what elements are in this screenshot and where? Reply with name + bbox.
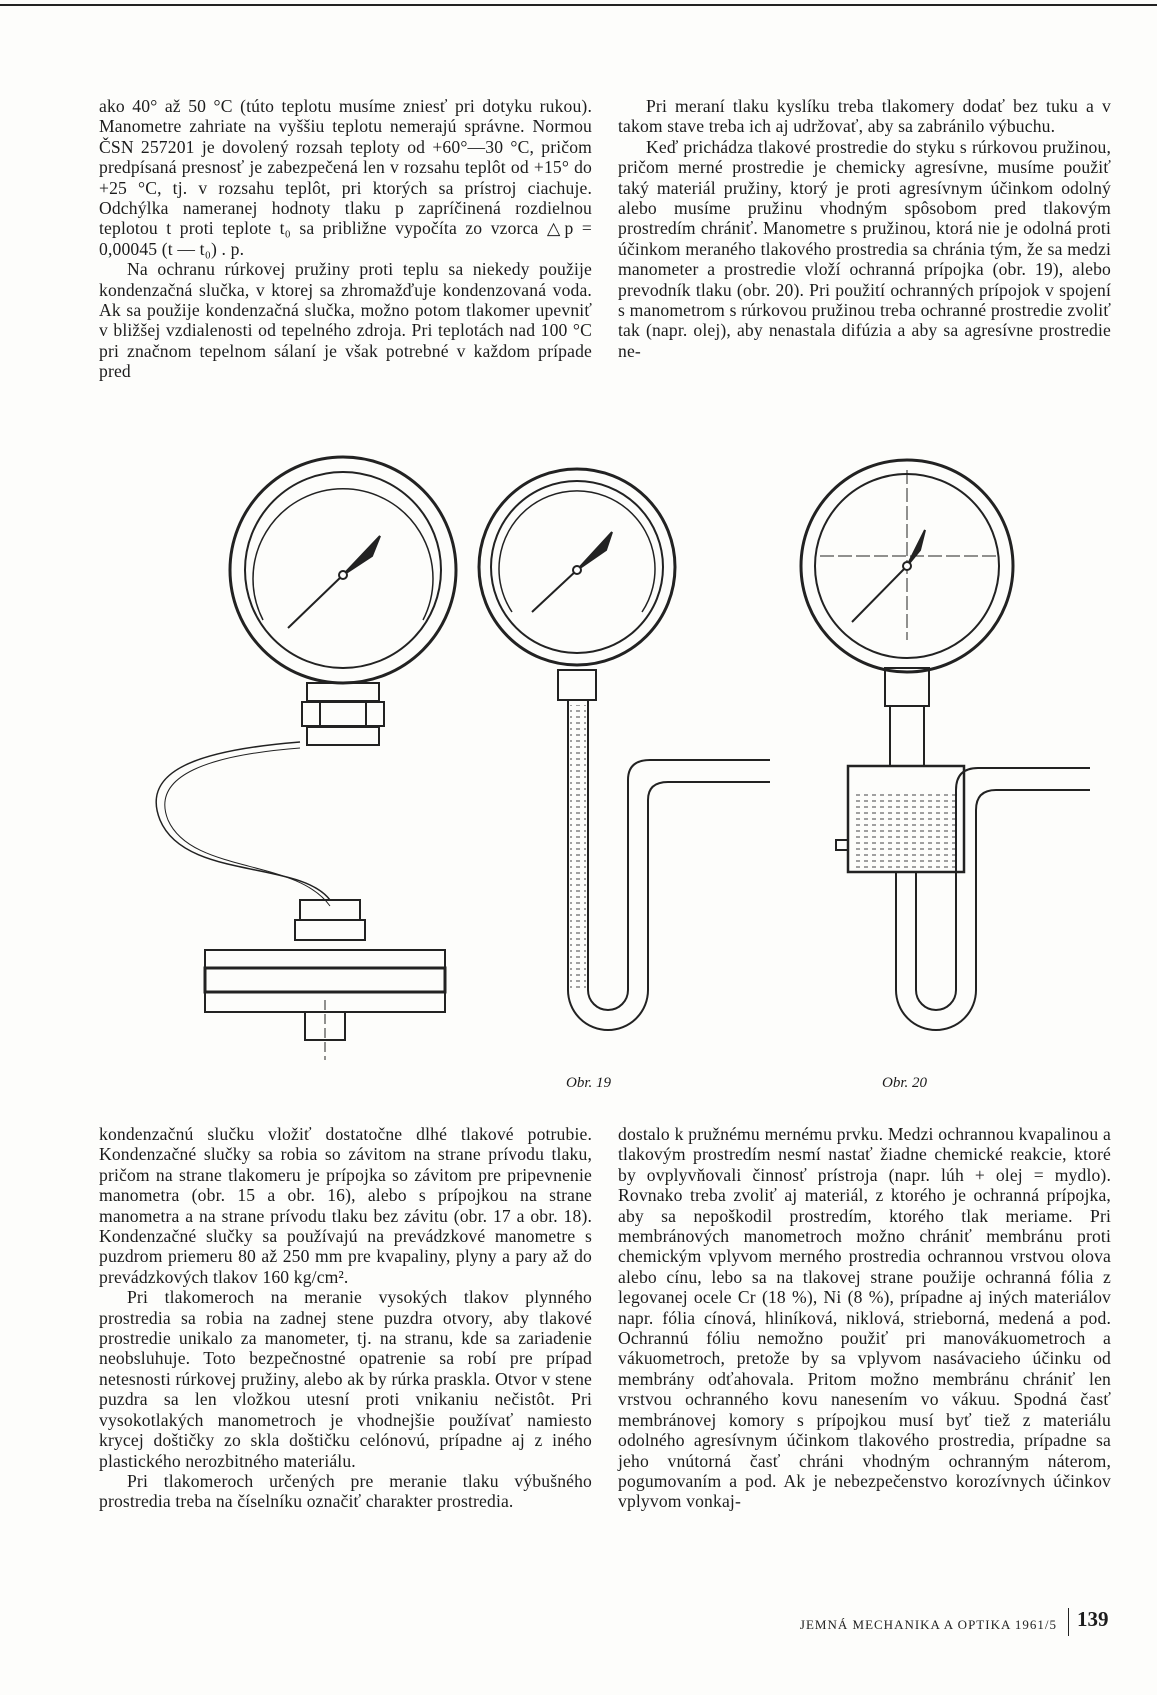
paragraph: ako 40° až 50 °C (túto teplotu musíme zniesť pri dotyku rukou). Manometre zahriate na vyššiu teplotu nemerajú správne. Normou ČSN 257201 je dovolený rozsah teploty od +60°—30 °C, pričom predpísaná presnosť je zabezpečená len v rozsahu teplôt od +15° do +25 °C, tj. v rozsahu teplôt, pri ktorých sa prístroj ciachuje. Odchýlka nameranej hodnoty tlaku p zapríčinená rozdielnou teplotou t proti teplote t₀ sa približne vypočíta zo vzorca △p = 0,00045 (t — t₀) . p. (99, 96, 592, 259)
paragraph: Keď prichádza tlakové prostredie do styku s rúrkovou pružinou, pričom merné prostredie je chemicky agresívne, musíme použiť taký materiál pružiny, ktorý je proti agresívnym účinkom odolný alebo musíme pružinu vhodným spôsobom pred tlakovým prostredím chrániť. Manometre s pružinou, ktorá nie je odolná proti účinkom meraného tlakového prostredia sa chránia tým, že sa medzi manometer a prostredie vloží ochranná prípojka (obr. 19), alebo prevodník tlaku (obr. 20). Pri použití ochranných prípojok v spojení s manometrom s rúrkovou pružinou treba ochranné prostredie zvoliť tak (napr. olej), aby nenastala difúzia a aby sa agresívne prostredie ne- (618, 136, 1111, 361)
journal-name: JEMNÁ MECHANIKA A OPTIKA 1961/5 (799, 1617, 1057, 1632)
paragraph: kondenzačnú slučku vložiť dostatočne dlhé tlakové potrubie. Kondenzačné slučky sa robia so závitom na strane prívodu tlaku, pričom na strane tlakomeru je prípojka so závitom pre pripevnenie manometra (obr. 15 a obr. 16), alebo s prípojkou na strane manometra a na strane prívodu tlaku bez závitu (obr. 17 a obr. 18). Kondenzačné slučky sa používajú na prevádzkové manometre s puzdrom priemeru 80 až 250 mm pre kvapaliny, plyny a pary až do prevádzkových tlakov 160 kg/cm². (99, 1124, 592, 1287)
figure-caption-19: Obr. 19 (566, 1075, 612, 1091)
column-top-left (99, 96, 592, 382)
column-bottom-left (99, 1124, 592, 1512)
paragraph: Pri tlakomeroch určených pre meranie tlaku výbušného prostredia treba na číselníku označiť charakter prostredia. (99, 1470, 592, 1512)
paragraph: Pri tlakomeroch na meranie vysokých tlakov plynného prostredia sa robia na zadnej stene puzdra otvory, aby tlakové prostredie unikalo za manometer, tj. na stranu, kde sa zariadenie neobsluhuje. Toto bezpečnostné opatrenie sa robí pre prípad netesnosti rúrkovej pružiny, alebo ak by rúrka praskla. Otvor v stene puzdra sa len vložkou utesní proti vnikaniu nečistôt. Pri vysokotlakých manometroch je vhodnejšie používať namiesto krycej doštičky zo skla doštičku celónovú, prípadne aj z iného plastického nerozbitného materiálu. (99, 1287, 592, 1471)
gauge-u-tube-fig19 (479, 469, 770, 1030)
gauge-chamber-fig20 (801, 460, 1090, 1030)
column-top-right (618, 96, 1111, 361)
column-bottom-right (618, 1124, 1111, 1512)
top-rule (0, 4, 1157, 6)
gauge-membrane (156, 457, 456, 1060)
page-number: 139 (1077, 1607, 1109, 1631)
paragraph: Na ochranu rúrkovej pružiny proti teplu sa niekedy použije kondenzačná slučka, v ktorej sa zhromažďuje kondenzovaná voda. Ak sa použije kondenzačná slučka, možno potom tlakomer upevniť v bližšej vzdialenosti od tepelného zdroja. Pri teplotách nad 100 °C pri značnom tepelnom sálaní je však potrebné v každom prípade pred (99, 259, 592, 382)
footer-divider (1068, 1608, 1069, 1636)
figure-caption-20: Obr. 20 (882, 1075, 928, 1091)
paragraph: dostalo k pružnému mernému prvku. Medzi ochrannou kvapalinou a tlakovým prostredím nesmí nastať žiadne chemické reakcie, ktoré by ovplyvňovali činnosť prístroja (napr. lúh + olej = mydlo). Rovnako treba zvoliť aj materiál, z ktorého je ochranná prípojka, aby sa nepoškodil prostredím, ktorého tlak meriame. Pri membránových manometroch možno chrániť membránu proti chemickým vplyvom merného prostredia ochrannou vrstvou olova alebo cínu, lebo sa na tlakovej strane použije ochranná fólia z legovanej ocele Cr (18 %), Ni (8 %), prípadne aj iných materiálov napr. fólia cínová, hliníková, niklová, strieborná, medená a pod. Ochrannú fóliu nemožno použiť pri manovákuometroch a vákuometroch, pretože by sa vplyvom nasávacieho účinku od membrány odťahovala. Pritom možno membránu chrániť len vrstvou ochranného kovu nanesením vo vákuu. Spodná časť membránovej komory s prípojkou musí byť tiež z materiálu odolného agresívnym účinkom tlakového prostredia, prípadne sa jeho vnútorná časť chráni vhodným ochranným náterom, pogumovaním a pod. Ak je nebezpečenstvo korozívnych účinkov vplyvom vonkaj- (618, 1124, 1111, 1512)
figure-manometers (0, 450, 1157, 1070)
paragraph: Pri meraní tlaku kyslíku treba tlakomery dodať bez tuku a v takom stave treba ich aj udržovať, aby sa zabránilo výbuchu. (618, 96, 1111, 137)
